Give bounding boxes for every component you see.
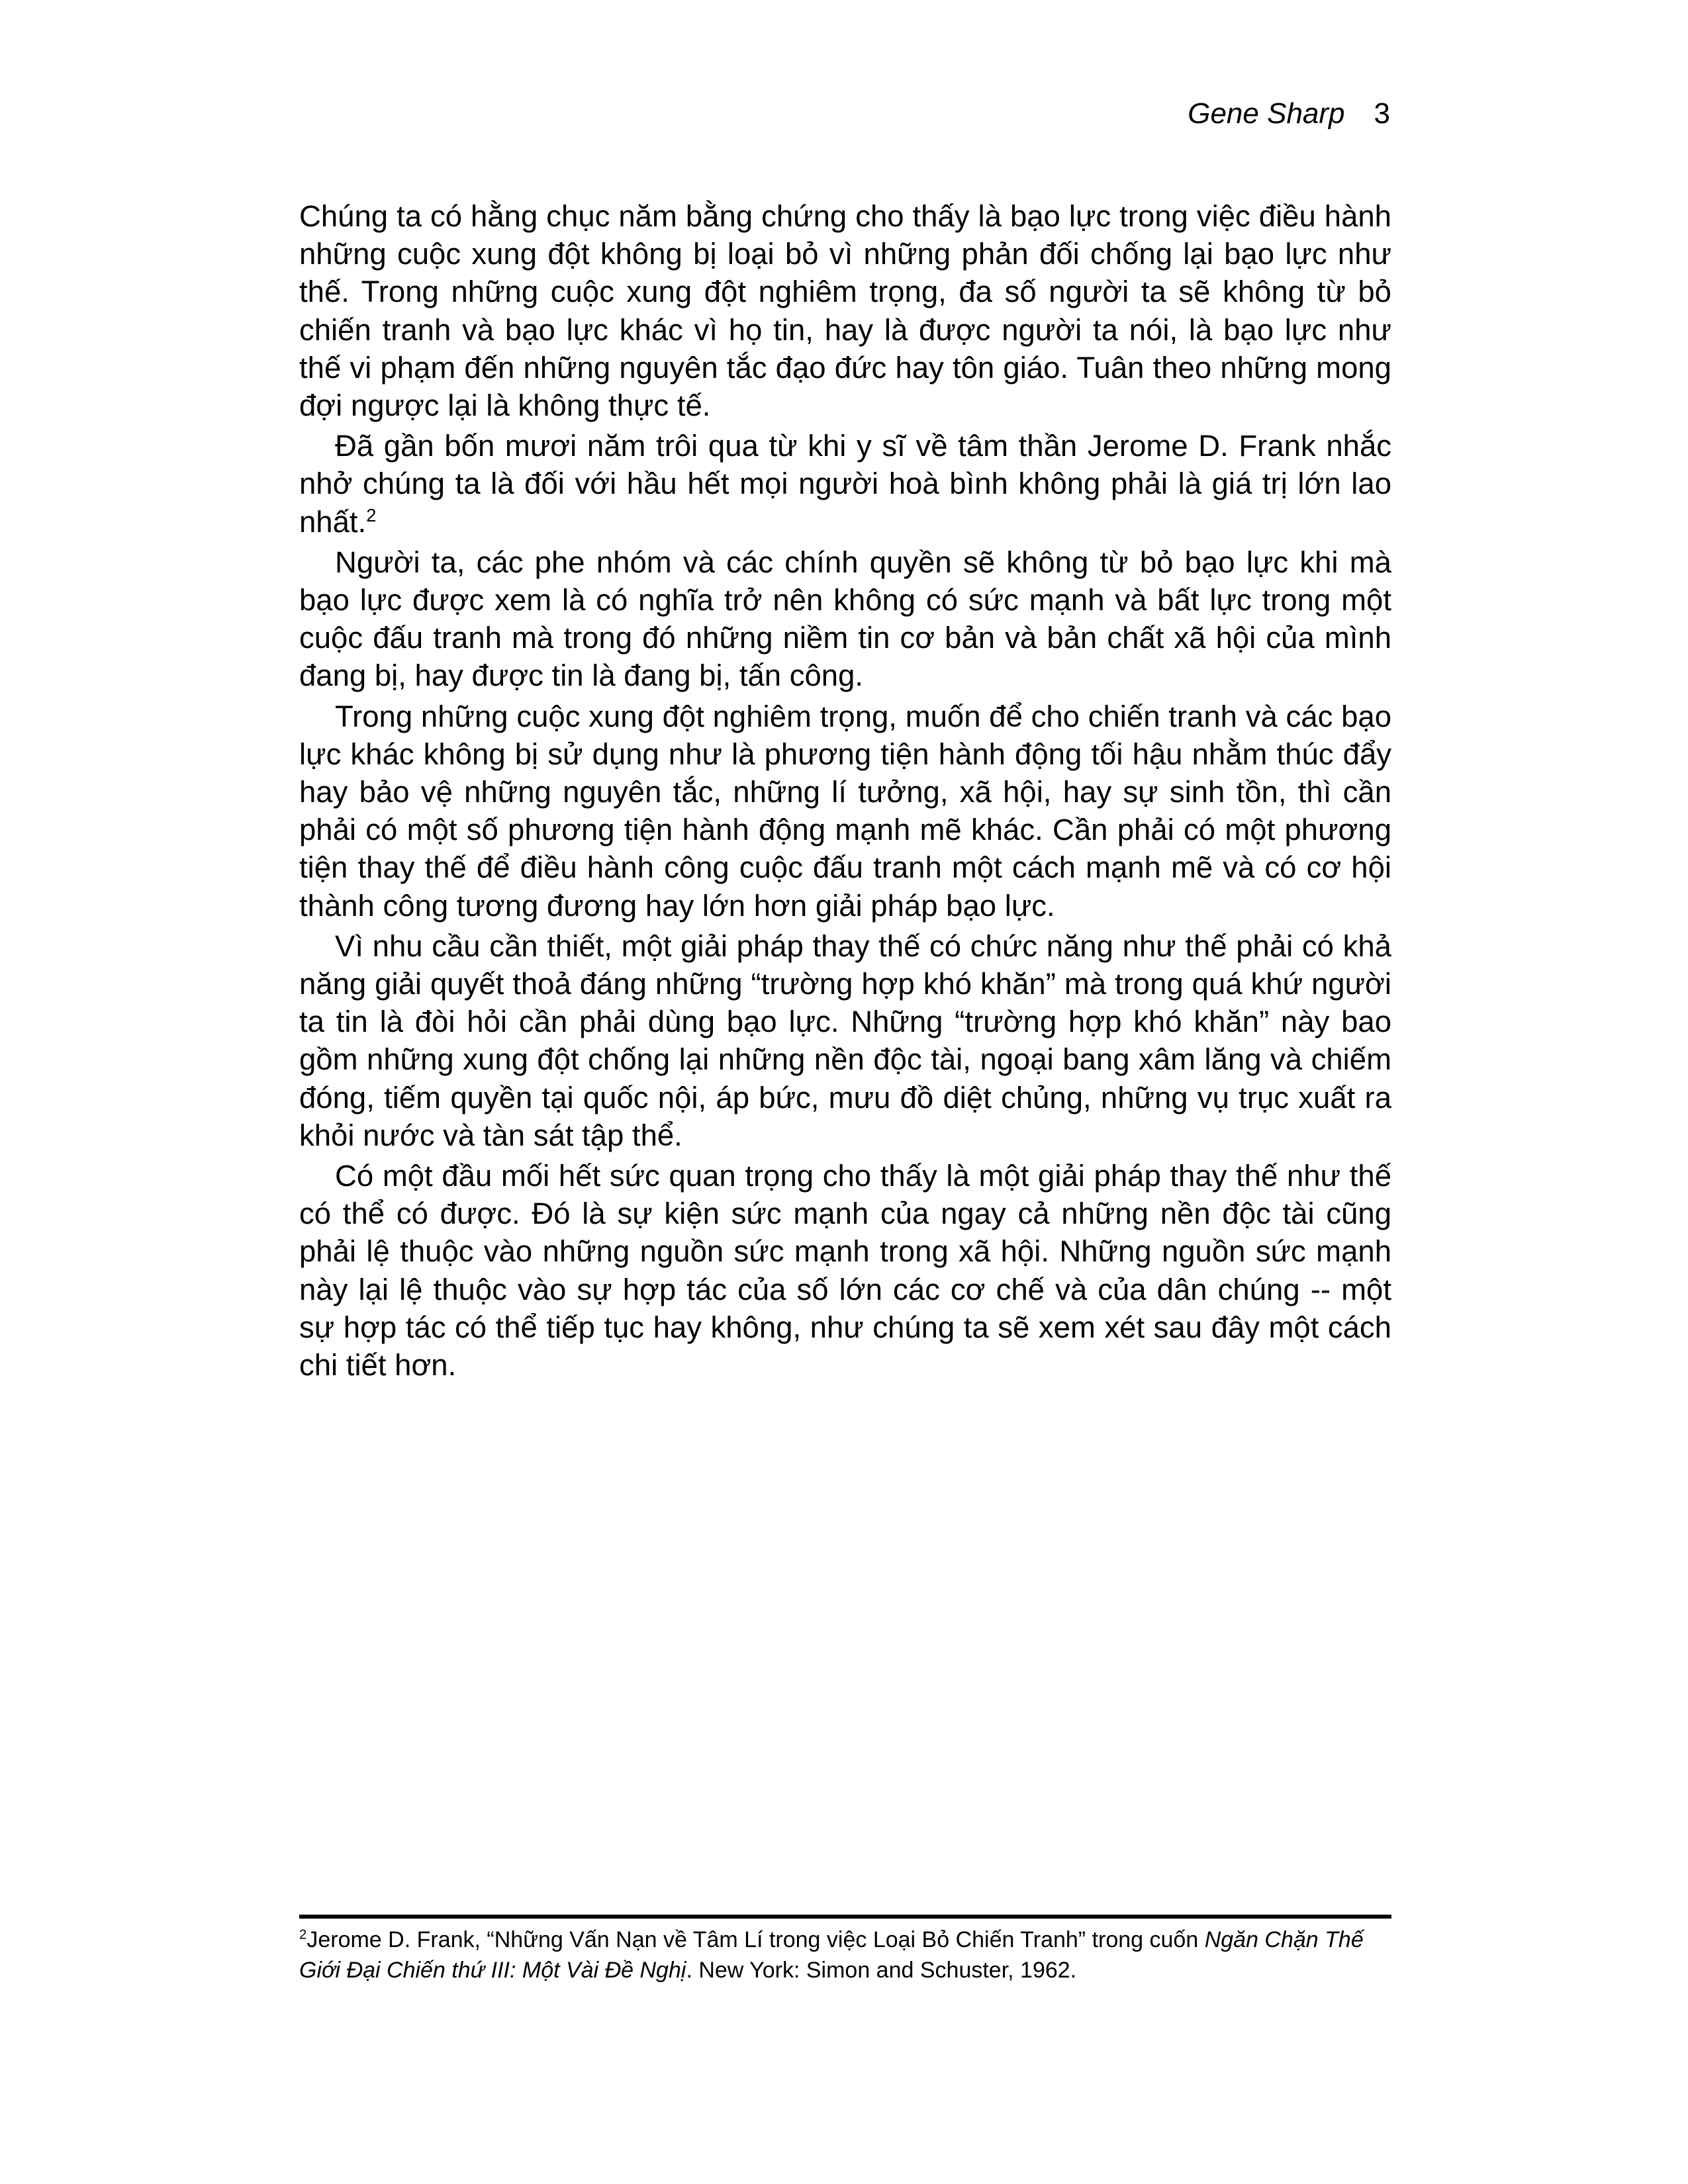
paragraph-4 — [299, 698, 1391, 925]
paragraph-3-text: Người ta, các phe nhóm và các chính quyền sẽ không từ bỏ bạo lực khi mà bạo lực được xem là có nghĩa trở nên không có sức mạnh và bất lực trong một cuộc đấu tranh mà trong đó những niềm tin cơ bản và bản chất xã hội của mình đang bị, hay được tin là đang bị, tấn công. — [299, 545, 1391, 693]
footnote-divider — [299, 1915, 1391, 1919]
paragraph-6 — [299, 1157, 1391, 1384]
footnote-text-before: Jerome D. Frank, “Những Vấn Nạn về Tâm Lí trong việc Loại Bỏ Chiến Tranh” trong cuốn — [306, 1927, 1205, 1952]
paragraph-3 — [299, 543, 1391, 695]
page-number: 3 — [1374, 97, 1390, 130]
paragraph-5 — [299, 927, 1391, 1154]
paragraph-5-text: Vì nhu cầu cần thiết, một giải pháp thay thế có chức năng như thế phải có khả năng giải quyết thoả đáng những “trường hợp khó khăn” mà trong quá khứ người ta tin là đòi hỏi cần phải dùng bạo lực. Những “trường hợp khó khăn” này bao gồm những xung đột chống lại những nền độc tài, ngoại bang xâm lăng và chiếm đóng, tiếm quyền tại quốc nội, áp bức, mưu đồ diệt chủng, những vụ trục xuất ra khỏi nước và tàn sát tập thể. — [299, 929, 1391, 1152]
paragraph-6-text: Có một đầu mối hết sức quan trọng cho thấy là một giải pháp thay thế như thế có thể có được. Đó là sự kiện sức mạnh của ngay cả những nền độc tài cũng phải lệ thuộc vào những nguồn sức mạnh trong xã hội. Những nguồn sức mạnh này lại lệ thuộc vào sự hợp tác của số lớn các cơ chế và của dân chúng -- một sự hợp tác có thể tiếp tục hay không, như chúng ta sẽ xem xét sau đây một cách chi tiết hơn. — [299, 1159, 1391, 1383]
footnote-reference[interactable]: 2 — [366, 504, 377, 525]
paragraph-2 — [299, 427, 1391, 541]
footnote-book-title: Ngăn Chặn Thế Giới Đại Chiến thứ III: Một Vài Đề Nghị — [299, 1927, 1364, 1983]
paragraph-1 — [299, 197, 1391, 424]
paragraph-2-text: Đã gần bốn mươi năm trôi qua từ khi y sĩ về tâm thần Jerome D. Frank nhắc nhở chúng ta là đối với hầu hết mọi người hoà bình không phải là giá trị lớn lao nhất. — [299, 429, 1391, 539]
footnote — [299, 1925, 1391, 1985]
header-author: Gene Sharp — [1188, 97, 1345, 130]
footnote-text-after: . New York: Simon and Schuster, 1962. — [686, 1958, 1077, 1983]
footnote-marker: 2 — [299, 1927, 307, 1942]
paragraph-1-text: Chúng ta có hằng chục năm bằng chứng cho thấy là bạo lực trong việc điều hành những cuộc xung đột không bị loại bỏ vì những phản đối chống lại bạo lực như thế. Trong những cuộc xung đột nghiêm trọng, đa số người ta sẽ không từ bỏ chiến tranh và bạo lực khác vì họ tin, hay là được người ta nói, là bạo lực như thế vi phạm đến những nguyên tắc đạo đức hay tôn giáo. Tuân theo những mong đợi ngược lại là không thực tế. — [299, 199, 1391, 423]
footnote-text — [299, 1925, 1391, 1985]
paragraph-4-text: Trong những cuộc xung đột nghiêm trọng, muốn để cho chiến tranh và các bạo lực khác không bị sử dụng như là phương tiện hành động tối hậu nhằm thúc đẩy hay bảo vệ những nguyên tắc, những lí tưởng, xã hội, hay sự sinh tồn, thì cần phải có một số phương tiện hành động mạnh mẽ khác. Cần phải có một phương tiện thay thế để điều hành công cuộc đấu tranh một cách mạnh mẽ và có cơ hội thành công tương đương hay lớn hơn giải pháp bạo lực. — [299, 699, 1391, 923]
running-header — [1188, 97, 1390, 131]
body-text — [299, 197, 1391, 1384]
